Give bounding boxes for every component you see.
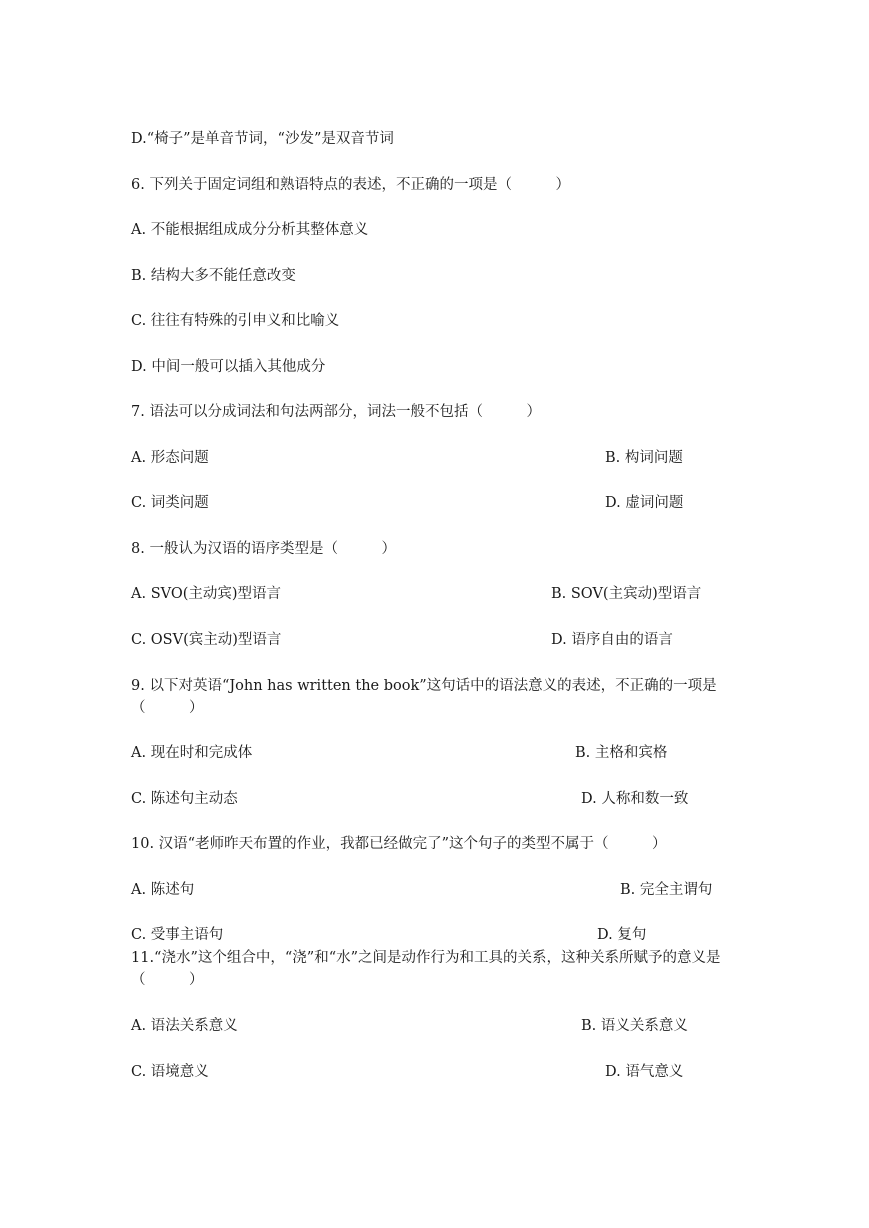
question-11-option-b: B. 语义关系意义 [581, 1018, 688, 1034]
question-11-option-a: A. 语法关系意义 [131, 1018, 238, 1034]
question-8-option-d: D. 语序自由的语言 [551, 632, 673, 648]
question-8-stem: 8. 一般认为汉语的语序类型是（ ） [131, 541, 396, 557]
question-9-option-d: D. 人称和数一致 [581, 791, 689, 807]
question-8-option-a: A. SVO(主动宾)型语言 [131, 586, 282, 602]
question-6-option-c: C. 往往有特殊的引申义和比喻义 [131, 313, 340, 329]
question-9-option-c: C. 陈述句主动态 [131, 791, 238, 807]
previous-option-d: D.“椅子”是单音节词，“沙发”是双音节词 [131, 131, 394, 147]
question-11-stem: 11.“浇水”这个组合中，“浇”和“水”之间是动作行为和工具的关系，这种关系所赋予的意义是（ ） [131, 950, 721, 988]
question-9-stem: 9. 以下对英语“John has written the book”这句话中的语法意义的表述，不正确的一项是（ ） [131, 678, 717, 716]
question-6-option-a: A. 不能根据组成成分分析其整体意义 [131, 222, 369, 238]
question-7-option-c: C. 词类问题 [131, 495, 209, 511]
question-6-stem: 6. 下列关于固定词组和熟语特点的表述，不正确的一项是（ ） [131, 177, 570, 193]
question-6-option-d: D. 中间一般可以插入其他成分 [131, 359, 326, 375]
question-7-option-b: B. 构词问题 [605, 450, 683, 466]
question-9-option-b: B. 主格和宾格 [575, 745, 668, 761]
question-11-option-c: C. 语境意义 [131, 1064, 209, 1080]
question-11-option-d: D. 语气意义 [605, 1064, 684, 1080]
question-10-option-b: B. 完全主谓句 [620, 882, 713, 898]
question-7-stem: 7. 语法可以分成词法和句法两部分，词法一般不包括（ ） [131, 404, 541, 420]
question-10-stem: 10. 汉语“老师昨天布置的作业，我都已经做完了”这个句子的类型不属于（ ） [131, 836, 667, 852]
question-7-option-a: A. 形态问题 [131, 450, 209, 466]
question-10-option-c: C. 受事主语句 [131, 927, 224, 943]
question-8-option-b: B. SOV(主宾动)型语言 [551, 586, 702, 602]
question-7-option-d: D. 虚词问题 [605, 495, 684, 511]
question-10-option-d: D. 复句 [597, 927, 647, 943]
question-8-option-c: C. OSV(宾主动)型语言 [131, 632, 282, 648]
question-6-option-b: B. 结构大多不能任意改变 [131, 268, 296, 284]
question-9-option-a: A. 现在时和完成体 [131, 745, 253, 761]
question-10-option-a: A. 陈述句 [131, 882, 195, 898]
